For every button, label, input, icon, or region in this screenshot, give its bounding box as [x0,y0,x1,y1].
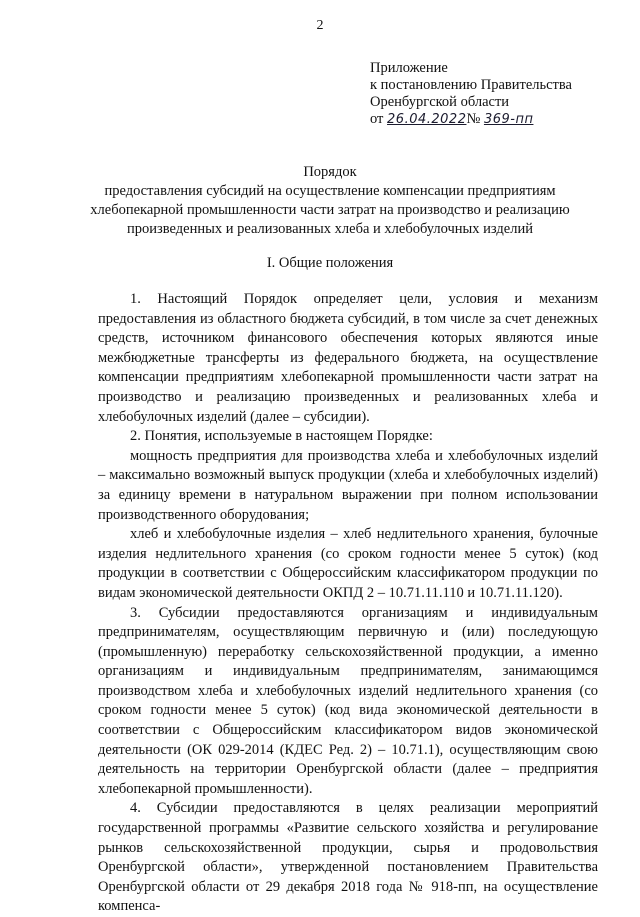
paragraph-definition-capacity: мощность предприятия для производства хлеба и хлебобулочных изделий – максимально возможный выпуск продукции (хлеба и хлебобулочных изделий) за единицу времени в натуральном выражении при полном использовании производственного оборудования; [98,447,598,523]
title-heading: Порядок [303,164,357,180]
title-line-2: хлебопекарной промышленности части затрат на производство и реализацию [90,202,570,218]
appendix-date-line [370,111,572,128]
paragraph-definition-bread: хлеб и хлебобулочные изделия – хлеб недлительного хранения, булочные изделия недлительного хранения (со сроком годности менее 5 суток) (код продукции в соответствии с Общероссийским классификатором продукции по видам экономической деятельности ОКПД 2 – 10.71.11.110 и 10.71.11.120). [98,526,598,601]
paragraph-2: 2. Понятия, используемые в настоящем Порядке: [130,428,433,445]
appendix-line-1: Приложение [370,60,448,76]
paragraph-1: 1. Настоящий Порядок определяет цели, условия и механизм предоставления из областного бюджета субсидий, в том числе за счет денежных средств, источником финансового обеспечения которых являются иные межбюджетные трансферты из федерального бюджета, на осуществление компенсации предприятиям хлебопекарной промышленности части затрат на производство и реализацию произведенных и реализованных хлеба и хлебобулочных изделий (далее – субсидии). [98,291,598,425]
page-number: 2 [316,18,324,33]
handwritten-date: 26.04.2022 [387,112,467,127]
appendix-block [370,60,572,128]
paragraph-4: 4. Субсидии предоставляются в целях реализации мероприятий государственной программы «Развитие сельского хозяйства и регулирование рынков сельскохозяйственной продукции, сырья и продовольствия Оренбургской области», утвержденной постановлением Правительства Оренбургской области от 29 декабря 2018 года № 918-пп, на осуществление компенса- [98,800,598,915]
paragraph-3: 3. Субсидии предоставляются организациям и индивидуальным предпринимателям, осуществляющим первичную и (или) последующую (промышленную) переработку сельскохозяйственной продукции, а именно организациям и индивидуальным предпринимателям, занимающимся производством хлеба и хлебобулочных изделий недлительного хранения (со сроком годности менее 5 суток) (код вида экономической деятельности в соответствии с Общероссийским классификатором видов экономической деятельности (ОК 029-2014 (КДЕС Ред. 2) – 10.71.1), осуществляющим свою деятельность на территории Оренбургской области (далее – предприятия хлебопекарной промышленности). [98,604,598,797]
date-prefix: от [370,111,384,127]
number-prefix: № [466,111,481,127]
appendix-line-2: к постановлению Правительства [370,77,572,93]
title-line-1: предоставления субсидий на осуществление компенсации предприятиям [104,183,556,199]
section-heading: I. Общие положения [266,255,394,271]
body-text [98,290,598,917]
handwritten-number: 369-пп [483,112,534,127]
appendix-line-3: Оренбургской области [370,94,510,110]
title-line-3: произведенных и реализованных хлеба и хлебобулочных изделий [127,221,533,237]
document-title [60,163,600,239]
